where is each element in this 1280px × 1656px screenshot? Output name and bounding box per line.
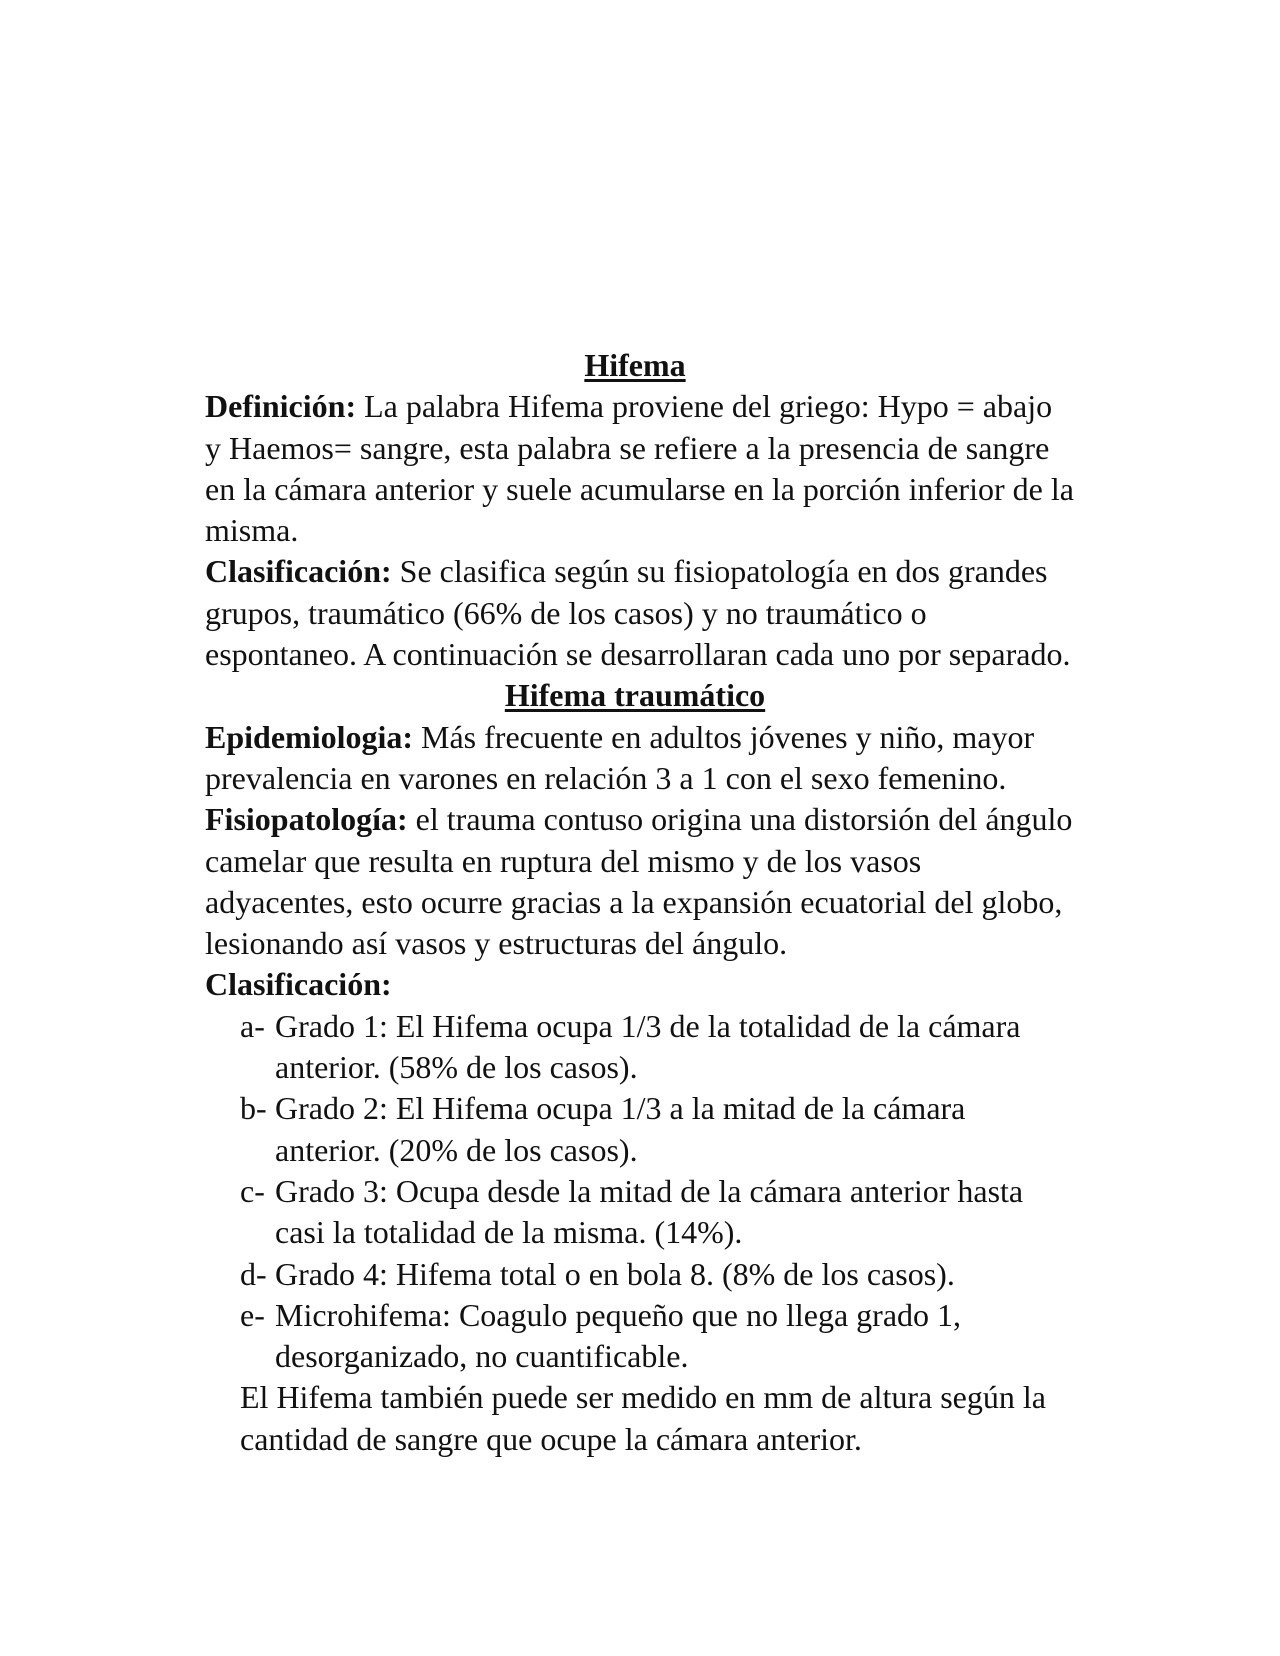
list-item-text: Grado 4: Hifema total o en bola 8. (8% de los casos). [275,1255,955,1292]
list-marker: c- [240,1172,265,1209]
classification-intro-text: Se clasifica según su fisiopatología en dos grandes grupos, traumático (66% de los casos) y no traumático o espontaneo. A continuación se desarrollaran cada uno por separado. [205,553,1071,673]
definition-text: La palabra Hifema proviene del griego: Hypo = abajo y Haemos= sangre, esta palabra se refiere a la presencia de sangre en la cámara anterior y suele acumularse en la porción inferior de la misma. [205,388,1074,549]
classification-intro-paragraph [205,551,1075,675]
list-item-text: Grado 3: Ocupa desde la mitad de la cámara anterior hasta casi la totalidad de la misma. (14%). [275,1172,1024,1251]
list-item [205,1171,1075,1254]
epidemiology-text: Más frecuente en adultos jóvenes y niño, mayor prevalencia en varones en relación 3 a 1 con el sexo femenino. [205,718,1035,796]
physiopathology-paragraph [205,799,1075,964]
page-title: Hifema [584,347,686,383]
list-item [205,1295,1075,1378]
list-item-text: Microhifema: Coagulo pequeño que no llega grado 1, desorganizado, no cuantificable. [275,1296,962,1375]
classification-label: Clasificación: [205,966,392,1003]
section-subtitle: Hifema traumático [504,677,766,714]
epidemiology-label: Epidemiologia: [205,718,414,755]
list-item-text: Grado 1: El Hifema ocupa 1/3 de la totalidad de la cámara anterior. (58% de los casos). [275,1007,1021,1086]
list-item [205,1254,1075,1295]
physiopathology-label: Fisiopatología: [205,801,408,838]
closing-paragraph: El Hifema también puede ser medido en mm de altura según la cantidad de sangre que ocupe la cámara anterior. [240,1379,1046,1457]
list-item [205,1088,1075,1171]
definition-paragraph [205,386,1075,551]
list-item-text: Grado 2: El Hifema ocupa 1/3 a la mitad de la cámara anterior. (20% de los casos). [275,1090,966,1168]
physiopathology-text: el trauma contuso origina una distorsión del ángulo camelar que resulta en ruptura del mismo y de los vasos adyacentes, esto ocurre gracias a la expansión ecuatorial del globo, lesionando así vasos y estructuras del ángulo. [205,801,1073,962]
list-item [205,1006,1075,1089]
list-marker: a- [240,1007,265,1044]
definition-label: Definición: [205,388,357,425]
list-marker: b- [240,1090,267,1127]
list-marker: e- [240,1296,265,1333]
epidemiology-paragraph [205,717,1075,800]
grade-list [205,1006,1075,1378]
classification-intro-label: Clasificación: [205,553,392,590]
document-body [205,345,1075,1460]
list-marker: d- [240,1255,267,1292]
